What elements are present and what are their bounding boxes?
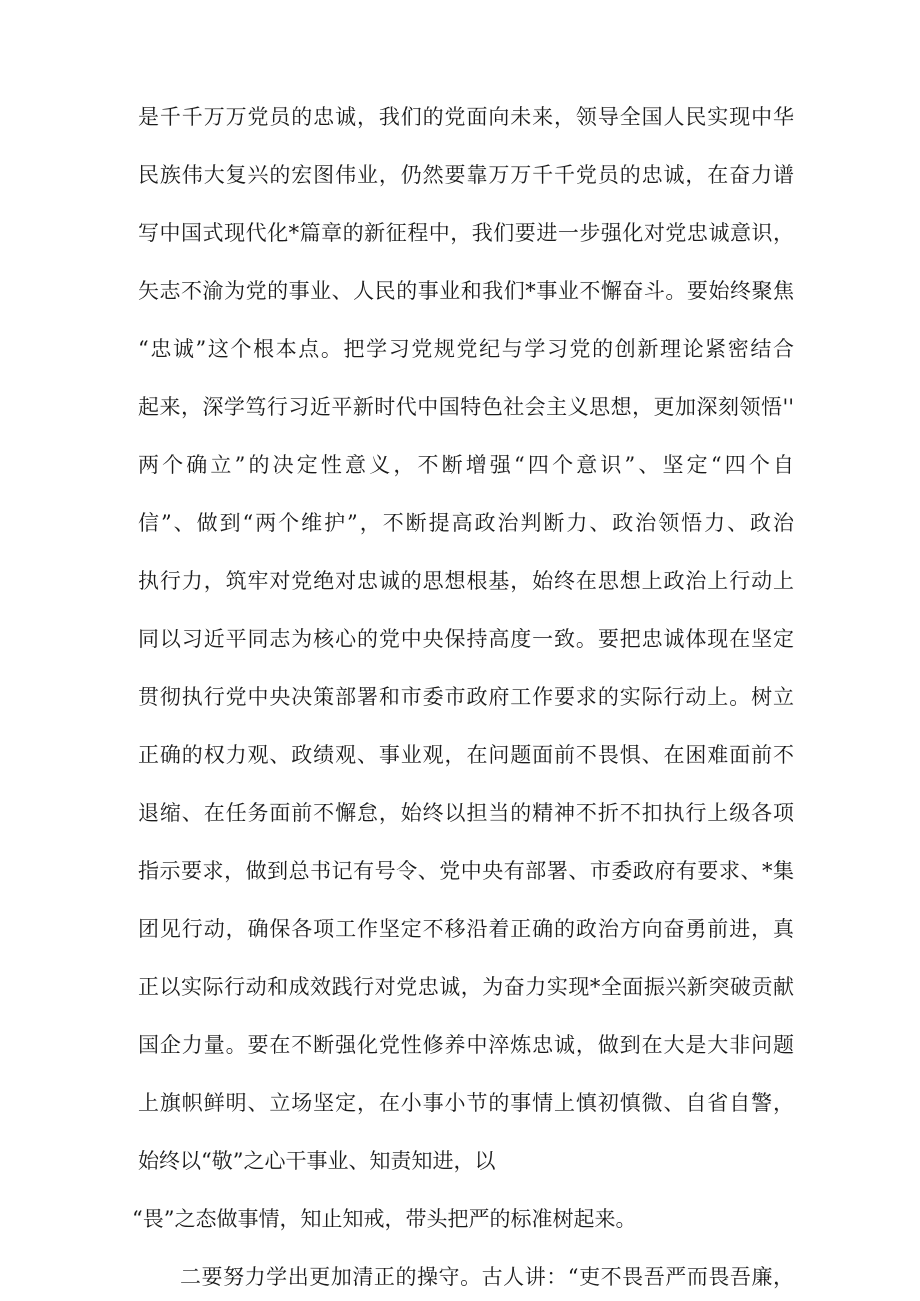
- paragraph-1-line-5: “忠诚”这个根本点。把学习党规党纪与学习党的创新理论紧密结合: [138, 337, 794, 361]
- paragraph-1-line-12: 正确的权力观、政绩观、事业观，在问题面前不畏惧、在困难面前不: [138, 743, 794, 767]
- paragraph-1-line-1: 是千千万万党员的忠诚，我们的党面向未来，领导全国人民实现中华: [138, 105, 794, 129]
- paragraph-1-line-2: 民族伟大复兴的宏图伟业，仍然要靠万万千千党员的忠诚，在奋力谱: [138, 163, 794, 187]
- paragraph-2-line-1: 二要努力学出更加清正的操守。古人讲：“吏不畏吾严而畏吾廉，: [180, 1265, 794, 1289]
- paragraph-1-line-17: 国企力量。要在不断强化党性修养中淬炼忠诚，做到在大是大非问题: [138, 1033, 794, 1057]
- paragraph-1-line-20: “畏”之态做事情，知止知戒，带头把严的标准树起来。: [132, 1207, 637, 1231]
- paragraph-1-line-3: 写中国式现代化*篇章的新征程中，我们要进一步强化对党忠诚意识，: [138, 221, 794, 245]
- paragraph-1-line-11: 贯彻执行党中央决策部署和市委市政府工作要求的实际行动上。树立: [138, 685, 794, 709]
- paragraph-1-line-4: 矢志不渝为党的事业、人民的事业和我们*事业不懈奋斗。要始终聚焦: [138, 279, 794, 303]
- paragraph-1-line-14: 指示要求，做到总书记有号令、党中央有部署、市委政府有要求、*集: [138, 859, 794, 883]
- paragraph-1-line-9: 执行力，筑牢对党绝对忠诚的思想根基，始终在思想上政治上行动上: [138, 569, 794, 593]
- paragraph-1-line-19: 始终以“敬”之心干事业、知责知进，以: [138, 1149, 496, 1173]
- paragraph-1-line-15: 团见行动，确保各项工作坚定不移沿着正确的政治方向奋勇前进，真: [138, 917, 794, 941]
- paragraph-1-line-6: 起来，深学笃行习近平新时代中国特色社会主义思想，更加深刻领悟'': [138, 395, 794, 419]
- paragraph-1-line-16: 正以实际行动和成效践行对党忠诚，为奋力实现*全面振兴新突破贡献: [138, 975, 794, 999]
- paragraph-1-line-18: 上旗帜鲜明、立场坚定，在小事小节的事情上慎初慎微、自省自警，: [138, 1091, 794, 1115]
- paragraph-1-line-8: 信”、做到“两个维护”，不断提高政治判断力、政治领悟力、政治: [138, 511, 794, 535]
- paragraph-1-line-10: 同以习近平同志为核心的党中央保持高度一致。要把忠诚体现在坚定: [138, 627, 794, 651]
- paragraph-1-line-7: 两个确立”的决定性意义，不断增强“四个意识”、坚定“四个自: [138, 453, 794, 477]
- paragraph-1-line-13: 退缩、在任务面前不懈怠，始终以担当的精神不折不扣执行上级各项: [138, 801, 794, 825]
